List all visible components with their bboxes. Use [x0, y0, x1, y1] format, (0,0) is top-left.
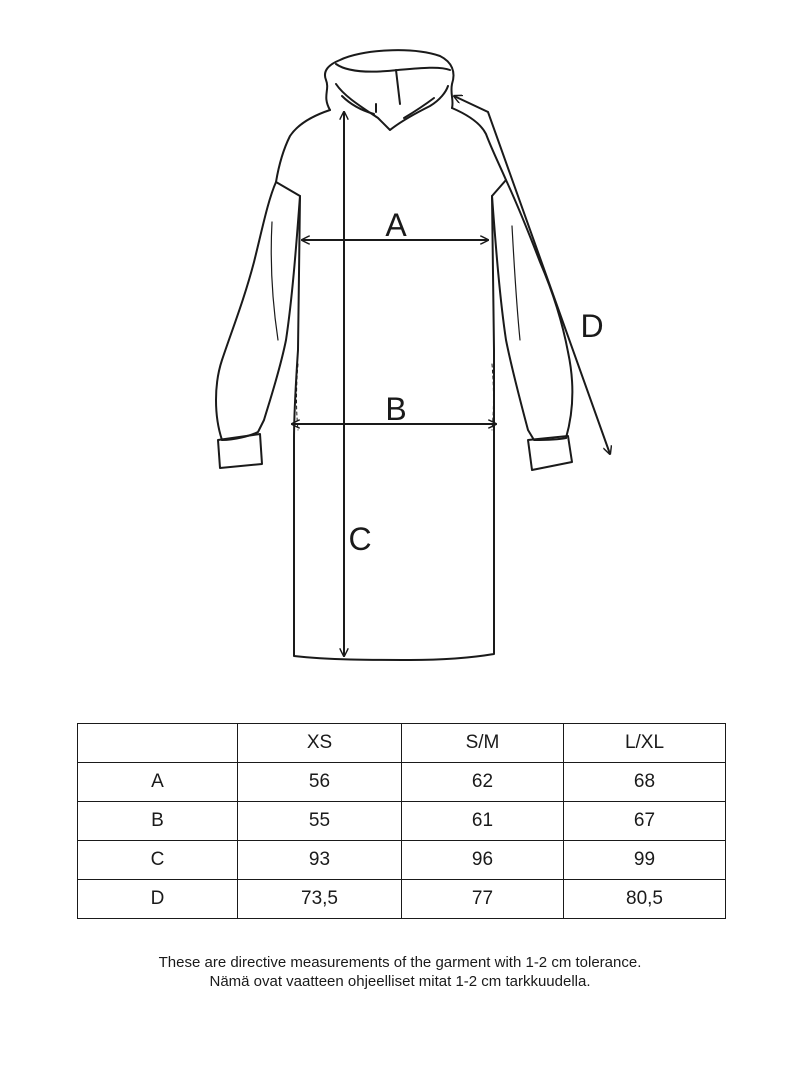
cell-value: 62: [402, 763, 564, 802]
note-english: These are directive measurements of the garment with 1-2 cm tolerance.: [158, 954, 642, 971]
measurement-notes: [0, 953, 800, 991]
table-row: [78, 841, 726, 880]
size-table: [77, 723, 726, 919]
header-lxl: L/XL: [564, 724, 726, 763]
garment-outline: [216, 108, 572, 660]
cell-value: 67: [564, 802, 726, 841]
table-row: [78, 763, 726, 802]
row-label: B: [78, 802, 238, 841]
table-header-row: [78, 724, 726, 763]
cell-value: 77: [402, 880, 564, 919]
cell-value: 80,5: [564, 880, 726, 919]
cell-value: 99: [564, 841, 726, 880]
table-row: [78, 880, 726, 919]
table-row: [78, 802, 726, 841]
header-xs: XS: [238, 724, 402, 763]
cell-value: 96: [402, 841, 564, 880]
cell-value: 93: [238, 841, 402, 880]
note-finnish: Nämä ovat vaatteen ohjeelliset mitat 1-2 cm tarkkuudella.: [209, 973, 591, 990]
header-corner: [78, 724, 238, 763]
label-c: C: [348, 521, 372, 557]
cell-value: 55: [238, 802, 402, 841]
cell-value: 56: [238, 763, 402, 802]
label-b: B: [385, 391, 407, 427]
row-label: D: [78, 880, 238, 919]
header-sm: S/M: [402, 724, 564, 763]
cell-value: 61: [402, 802, 564, 841]
label-d: D: [580, 308, 604, 344]
cell-value: 68: [564, 763, 726, 802]
measure-d-arrow: [454, 96, 610, 454]
label-a: A: [385, 207, 407, 243]
row-label: C: [78, 841, 238, 880]
row-label: A: [78, 763, 238, 802]
cell-value: 73,5: [238, 880, 402, 919]
